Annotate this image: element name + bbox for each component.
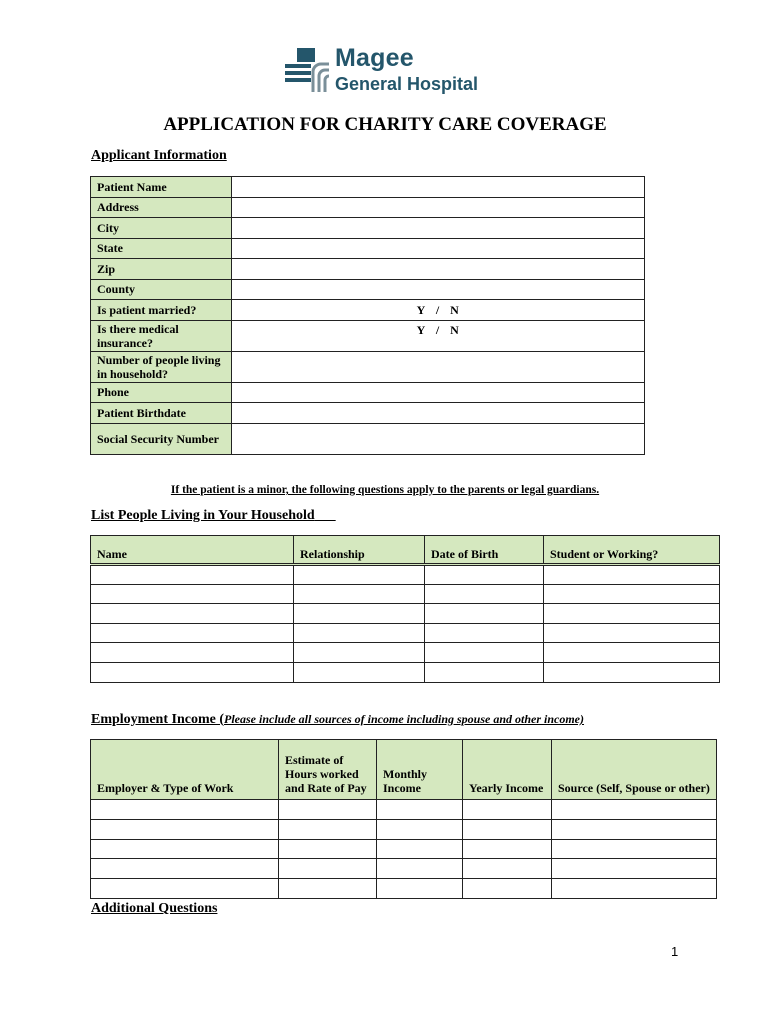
label-insurance: Is there medical insurance?: [91, 320, 232, 351]
household-cell[interactable]: [294, 623, 425, 643]
household-cell[interactable]: [91, 584, 294, 604]
employment-cell[interactable]: [377, 839, 463, 859]
employment-cell[interactable]: [377, 819, 463, 839]
table-row: [91, 604, 720, 624]
employment-cell[interactable]: [552, 839, 717, 859]
employment-col-source: Source (Self, Spouse or other): [552, 740, 717, 800]
field-ssn[interactable]: [232, 423, 645, 454]
employment-cell[interactable]: [552, 879, 717, 899]
table-row: [91, 643, 720, 663]
employment-cell[interactable]: [377, 859, 463, 879]
label-patient-name: Patient Name: [91, 177, 232, 198]
field-state[interactable]: [232, 238, 645, 259]
label-zip: Zip: [91, 259, 232, 280]
label-city: City: [91, 218, 232, 239]
household-cell[interactable]: [425, 584, 544, 604]
field-patient-name[interactable]: [232, 177, 645, 198]
label-state: State: [91, 238, 232, 259]
label-address: Address: [91, 197, 232, 218]
household-cell[interactable]: [544, 643, 720, 663]
employment-cell[interactable]: [552, 800, 717, 820]
household-col-dob: Date of Birth: [425, 536, 544, 565]
employment-cell[interactable]: [279, 819, 377, 839]
household-cell[interactable]: [425, 662, 544, 682]
household-cell[interactable]: [294, 565, 425, 585]
household-cell[interactable]: [544, 604, 720, 624]
field-insurance[interactable]: Y / N: [232, 320, 645, 351]
field-phone[interactable]: [232, 382, 645, 403]
employment-cell[interactable]: [463, 859, 552, 879]
employment-cell[interactable]: [552, 819, 717, 839]
logo-name: Magee: [335, 44, 414, 72]
household-cell[interactable]: [91, 565, 294, 585]
household-cell[interactable]: [425, 623, 544, 643]
employment-col-monthly: Monthly Income: [377, 740, 463, 800]
household-col-name: Name: [91, 536, 294, 565]
employment-cell[interactable]: [279, 839, 377, 859]
household-cell[interactable]: [91, 662, 294, 682]
employment-heading-note: Please include all sources of income including spouse and other income): [224, 712, 585, 726]
table-row: [91, 879, 717, 899]
household-cell[interactable]: [91, 604, 294, 624]
table-row: [91, 623, 720, 643]
household-cell[interactable]: [425, 643, 544, 663]
additional-questions-heading: Additional Questions: [91, 901, 218, 916]
employment-cell[interactable]: [91, 839, 279, 859]
household-col-status: Student or Working?: [544, 536, 720, 565]
logo-subtitle: General Hospital: [335, 74, 479, 94]
field-address[interactable]: [232, 197, 645, 218]
field-city[interactable]: [232, 218, 645, 239]
employment-table: [90, 739, 717, 899]
household-table: [90, 535, 720, 683]
applicant-heading: Applicant Information: [91, 148, 227, 163]
employment-heading: Employment Income (Please include all sources of income including spouse and other income): [91, 712, 585, 727]
hospital-logo-mark-icon: [285, 48, 329, 92]
employment-col-employer: Employer & Type of Work: [91, 740, 279, 800]
page-number: 1: [671, 944, 679, 959]
employment-cell[interactable]: [91, 859, 279, 879]
employment-cell[interactable]: [279, 800, 377, 820]
table-row: [91, 819, 717, 839]
employment-cell[interactable]: [91, 800, 279, 820]
table-row: [91, 839, 717, 859]
household-cell[interactable]: [544, 565, 720, 585]
household-cell[interactable]: [91, 643, 294, 663]
employment-cell[interactable]: [463, 839, 552, 859]
household-cell[interactable]: [294, 643, 425, 663]
employment-cell[interactable]: [91, 879, 279, 899]
label-household-count: Number of people living in household?: [91, 351, 232, 382]
household-cell[interactable]: [544, 584, 720, 604]
household-cell[interactable]: [294, 584, 425, 604]
employment-cell[interactable]: [463, 800, 552, 820]
employment-cell[interactable]: [463, 819, 552, 839]
household-cell[interactable]: [425, 565, 544, 585]
household-col-relationship: Relationship: [294, 536, 425, 565]
label-married: Is patient married?: [91, 300, 232, 321]
household-cell[interactable]: [544, 662, 720, 682]
field-county[interactable]: [232, 279, 645, 300]
employment-cell[interactable]: [279, 859, 377, 879]
household-cell[interactable]: [425, 604, 544, 624]
field-married[interactable]: Y / N: [232, 300, 645, 321]
household-cell[interactable]: [544, 623, 720, 643]
household-cell[interactable]: [294, 662, 425, 682]
employment-col-yearly: Yearly Income: [463, 740, 552, 800]
household-cell[interactable]: [294, 604, 425, 624]
label-county: County: [91, 279, 232, 300]
minor-note: If the patient is a minor, the following questions apply to the parents or legal guardians.: [170, 484, 600, 496]
employment-cell[interactable]: [279, 879, 377, 899]
household-heading: List People Living in Your Household: [91, 508, 315, 523]
field-household-count[interactable]: [232, 351, 645, 382]
label-phone: Phone: [91, 382, 232, 403]
applicant-info-table: [90, 176, 645, 455]
employment-cell[interactable]: [377, 879, 463, 899]
household-cell[interactable]: [91, 623, 294, 643]
employment-cell[interactable]: [377, 800, 463, 820]
page-title: APPLICATION FOR CHARITY CARE COVERAGE: [163, 114, 607, 135]
table-row: [91, 662, 720, 682]
employment-col-hours: Estimate of Hours worked and Rate of Pay: [279, 740, 377, 800]
label-ssn: Social Security Number: [91, 423, 232, 454]
table-row: [91, 584, 720, 604]
field-birthdate[interactable]: [232, 403, 645, 424]
label-birthdate: Patient Birthdate: [91, 403, 232, 424]
table-row: [91, 565, 720, 585]
table-row: [91, 800, 717, 820]
employment-cell[interactable]: [91, 819, 279, 839]
hospital-logo: [285, 44, 495, 96]
field-zip[interactable]: [232, 259, 645, 280]
table-row: [91, 859, 717, 879]
employment-cell[interactable]: [463, 879, 552, 899]
employment-cell[interactable]: [552, 859, 717, 879]
